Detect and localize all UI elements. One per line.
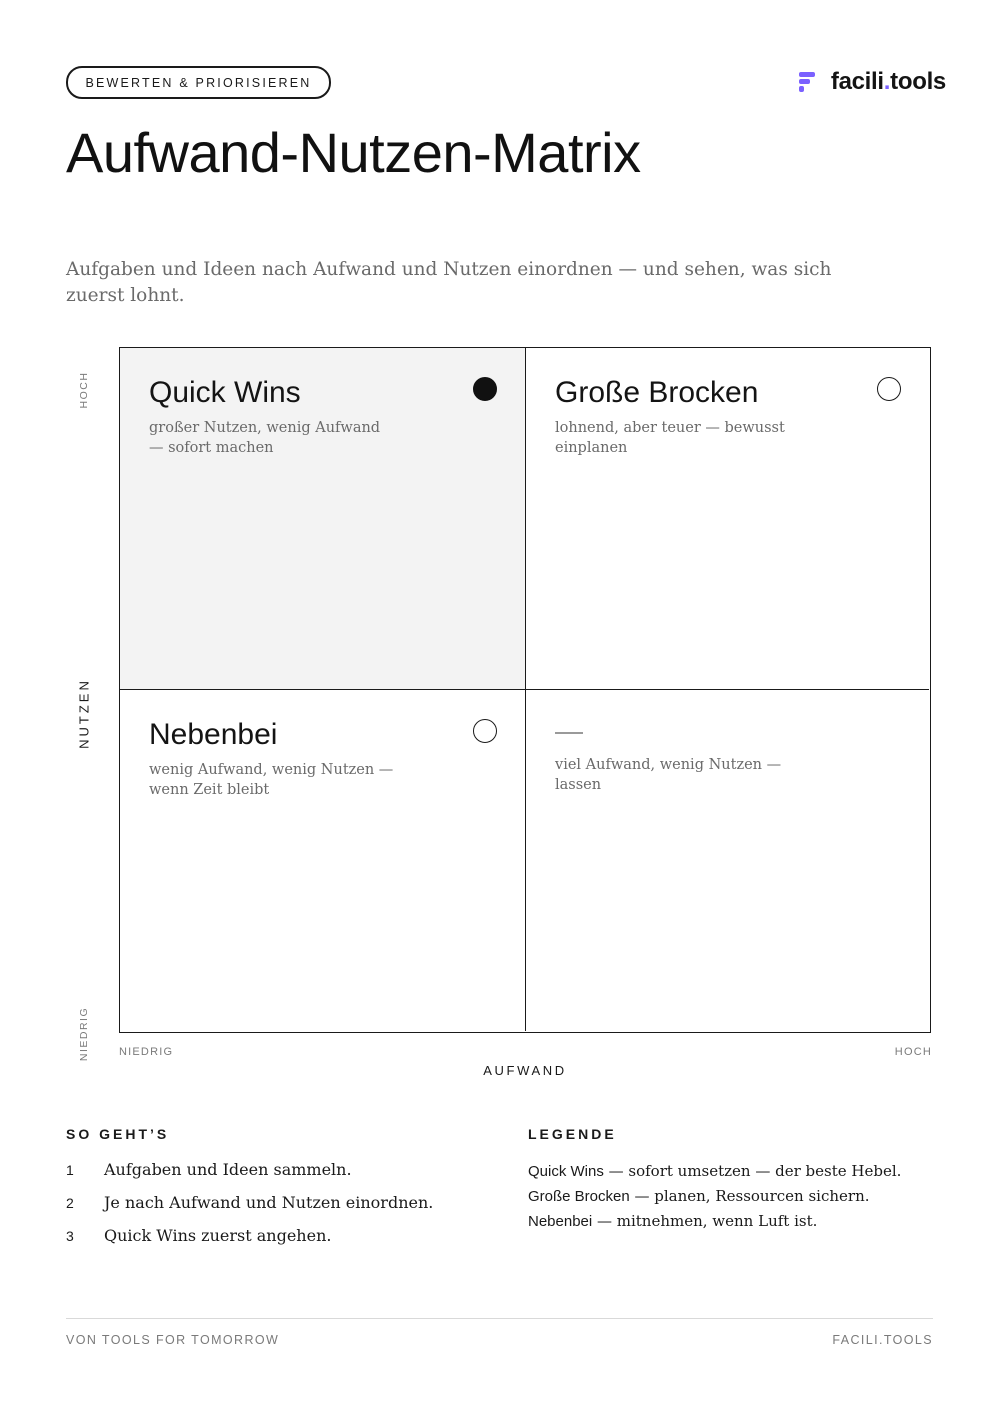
page-title: Aufwand-Nutzen-Matrix xyxy=(66,121,641,184)
x-axis-title: AUFWAND xyxy=(483,1063,567,1078)
quadrant-description: wenig Aufwand, wenig Nutzen — wenn Zeit bleibt xyxy=(149,762,394,798)
step-number: 3 xyxy=(66,1228,74,1244)
x-axis-high-label: HOCH xyxy=(894,1046,932,1058)
footer-divider xyxy=(66,1318,933,1319)
effort-value-matrix xyxy=(119,347,931,1033)
legend-key: Nebenbei xyxy=(528,1213,593,1230)
quadrant-quick-wins xyxy=(120,348,526,690)
x-axis-low-label: NIEDRIG xyxy=(119,1046,174,1058)
quadrant-description: großer Nutzen, wenig Aufwand — sofort machen xyxy=(149,420,381,456)
quadrant-title: Große Brocken xyxy=(555,376,759,409)
y-axis-high-label: HOCH xyxy=(78,371,90,409)
step-text: Je nach Aufwand und Nutzen einordnen. xyxy=(104,1193,434,1212)
quadrant-lassen xyxy=(526,690,929,1031)
legend-value: — mitnehmen, wenn Luft ist. xyxy=(592,1212,818,1230)
step-number: 1 xyxy=(66,1162,74,1178)
how-to-heading: SO GEHT’S xyxy=(66,1126,170,1142)
legend-item xyxy=(528,1212,901,1237)
quadrant-grosse-brocken xyxy=(526,348,929,690)
dash-icon xyxy=(555,732,583,734)
legend-item xyxy=(528,1187,901,1212)
empty-circle-icon xyxy=(877,377,901,401)
quadrant-nebenbei xyxy=(120,690,526,1031)
quadrant-title: Nebenbei xyxy=(149,718,278,751)
footer-site: FACILI.TOOLS xyxy=(832,1333,933,1347)
legend-heading: LEGENDE xyxy=(528,1126,617,1142)
brand-logo xyxy=(799,68,946,96)
legend-key: Quick Wins xyxy=(528,1163,604,1180)
empty-circle-icon xyxy=(473,719,497,743)
step-number: 2 xyxy=(66,1195,74,1211)
step-text: Quick Wins zuerst angehen. xyxy=(104,1226,332,1245)
legend-value: — sofort umsetzen — der beste Hebel. xyxy=(603,1162,902,1180)
y-axis-low-label: NIEDRIG xyxy=(78,1006,90,1062)
y-axis-title: NUTZEN xyxy=(76,678,92,749)
page-subtitle: Aufgaben und Ideen nach Aufwand und Nutzen einordnen — und sehen, was sich zuerst lohnt. xyxy=(66,259,832,306)
quadrant-description: viel Aufwand, wenig Nutzen — lassen xyxy=(555,757,782,793)
quadrant-title: Quick Wins xyxy=(149,376,301,409)
logo-bars-icon xyxy=(799,70,817,94)
legend-key: Große Brocken xyxy=(528,1188,630,1205)
category-badge: BEWERTEN & PRIORISIEREN xyxy=(66,66,331,99)
legend-list xyxy=(528,1162,901,1237)
quadrant-description: lohnend, aber teuer — bewusst einplanen xyxy=(555,420,785,456)
step-text: Aufgaben und Ideen sammeln. xyxy=(104,1160,352,1179)
legend-value: — planen, Ressourcen sichern. xyxy=(629,1187,870,1205)
legend-item xyxy=(528,1162,901,1187)
footer-credit: VON TOOLS FOR TOMORROW xyxy=(66,1333,280,1347)
filled-circle-icon xyxy=(473,377,497,401)
logo-wordmark: facili.tools xyxy=(830,68,946,95)
